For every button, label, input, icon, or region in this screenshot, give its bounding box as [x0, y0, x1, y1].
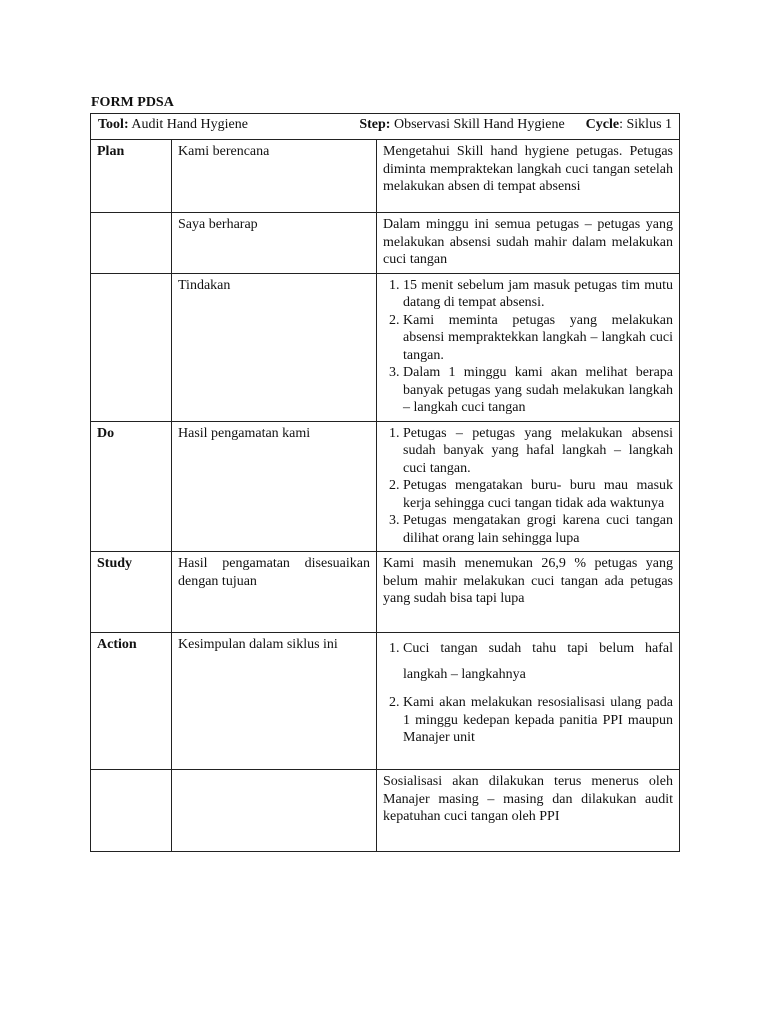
list-item: 3. Petugas mengatakan grogi karena cuci tangan dilihat orang lain sehingga lupa — [403, 512, 673, 547]
list-do-cell — [377, 421, 680, 552]
table-row-action — [91, 633, 680, 770]
step-cycle-field — [359, 116, 672, 134]
do-list — [383, 425, 673, 548]
list-item: 2. Petugas mengatakan buru- buru mau masuk kerja sehingga cuci tangan tidak ada waktunya — [403, 477, 673, 512]
table-row-last — [91, 770, 680, 852]
empty-phase-cell — [91, 213, 172, 274]
list-item: 1. Petugas – petugas yang melakukan absensi sudah banyak yang hafal langkah – langkah cuci tangan. — [403, 425, 673, 478]
tool-field — [98, 116, 248, 134]
step-value: Observasi Skill Hand Hygiene — [393, 117, 565, 132]
action-list — [383, 636, 673, 747]
table-row-plan-2 — [91, 213, 680, 274]
header-row — [91, 114, 680, 140]
tool-value: Audit Hand Hygiene — [131, 117, 248, 132]
phase-plan: Plan — [91, 140, 172, 213]
text-study: Kami masih menemukan 26,9 % petugas yang belum mahir melakukan cuci tangan ada petugas yang sudah bisa tapi lupa — [377, 552, 680, 633]
tindakan-list — [383, 277, 673, 417]
empty-phase-cell — [91, 273, 172, 421]
label-kesimpulan: Kesimpulan dalam siklus ini — [172, 633, 377, 770]
list-item: 2. Kami akan melakukan resosialisasi ulang pada 1 minggu kedepan kepada panitia PPI maupun Manajer unit — [403, 694, 673, 747]
table-row-plan-3 — [91, 273, 680, 421]
text-plan-1: Mengetahui Skill hand hygiene petugas. Petugas diminta mempraktekan langkah cuci tangan setelah melakukan absen di tempat absensi — [377, 140, 680, 213]
tool-label: Tool: — [98, 117, 129, 132]
label-study: Hasil pengamatan disesuaikan dengan tujuan — [172, 552, 377, 633]
list-item: 1. 15 menit sebelum jam masuk petugas tim mutu datang di tempat absensi. — [403, 277, 673, 312]
empty-phase-cell — [91, 770, 172, 852]
table-row-do — [91, 421, 680, 552]
cycle-label: Cycle — [585, 117, 620, 132]
table-row-plan-1 — [91, 140, 680, 213]
header-line — [98, 116, 672, 134]
pdsa-table — [90, 113, 680, 852]
label-hasil-pengamatan: Hasil pengamatan kami — [172, 421, 377, 552]
phase-action: Action — [91, 633, 172, 770]
list-item: 3. Dalam 1 minggu kami akan melihat berapa banyak petugas yang sudah melakukan langkah – langkah cuci tangan — [403, 364, 673, 417]
text-plan-2: Dalam minggu ini semua petugas – petugas yang melakukan absensi sudah mahir dalam melakukan cuci tangan — [377, 213, 680, 274]
list-item: 2. Kami meminta petugas yang melakukan absensi mempraktekkan langkah – langkah cuci tangan. — [403, 312, 673, 365]
label-tindakan: Tindakan — [172, 273, 377, 421]
step-label: Step: — [359, 117, 391, 132]
phase-do: Do — [91, 421, 172, 552]
text-last: Sosialisasi akan dilakukan terus menerus oleh Manajer masing – masing dan dilakukan audit kepatuhan cuci tangan oleh PPI — [377, 770, 680, 852]
label-saya-berharap: Saya berharap — [172, 213, 377, 274]
list-action-cell — [377, 633, 680, 770]
phase-study: Study — [91, 552, 172, 633]
cycle-value: : Siklus 1 — [619, 117, 673, 132]
empty-label-cell — [172, 770, 377, 852]
label-kami-berencana: Kami berencana — [172, 140, 377, 213]
list-tindakan-cell — [377, 273, 680, 421]
header-cell — [91, 114, 680, 140]
form-title: FORM PDSA — [91, 95, 174, 110]
list-item: 1. Cuci tangan sudah tahu tapi belum hafal langkah – langkahnya — [403, 636, 673, 688]
table-row-study — [91, 552, 680, 633]
